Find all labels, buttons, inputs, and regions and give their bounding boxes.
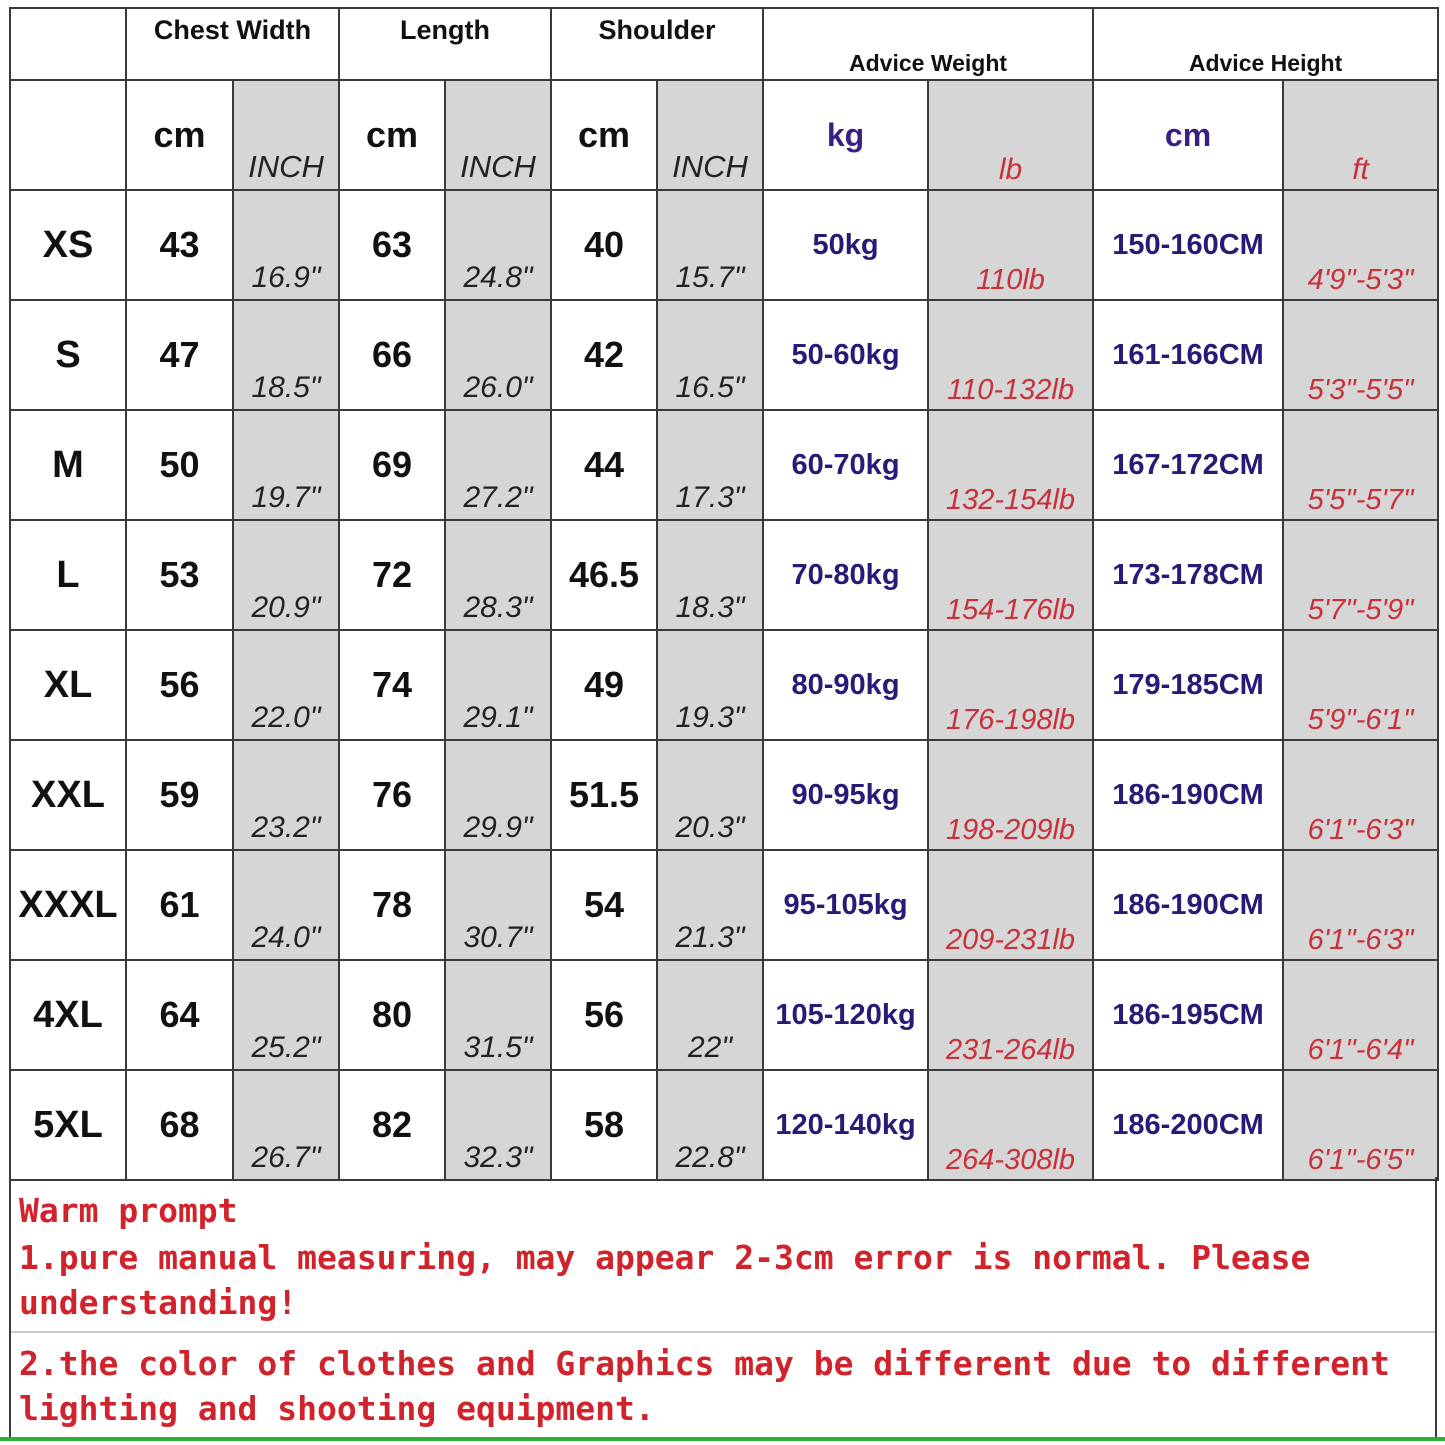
cell-chest-in: 24.0" (233, 850, 339, 960)
cell-weight-kg: 50kg (763, 190, 928, 300)
cell-length-in: 27.2" (445, 410, 551, 520)
cell-chest-cm: 59 (126, 740, 233, 850)
cell-height-ft: 6'1"-6'3" (1283, 740, 1438, 850)
unit-length-inch: INCH (445, 80, 551, 190)
cell-height-cm: 186-195CM (1093, 960, 1283, 1070)
cell-shoulder-in: 20.3" (657, 740, 763, 850)
cell-height-ft: 5'3"-5'5" (1283, 300, 1438, 410)
header-chest-width: Chest Width (126, 8, 339, 80)
cell-shoulder-cm: 42 (551, 300, 657, 410)
bottom-green-edge (0, 1437, 1445, 1441)
cell-shoulder-in: 22.8" (657, 1070, 763, 1180)
table-row (10, 740, 1438, 850)
cell-size: 5XL (10, 1070, 126, 1180)
cell-size: XS (10, 190, 126, 300)
cell-chest-in: 18.5" (233, 300, 339, 410)
cell-length-cm: 78 (339, 850, 445, 960)
cell-chest-cm: 68 (126, 1070, 233, 1180)
table-row (10, 410, 1438, 520)
table-row (10, 850, 1438, 960)
cell-length-in: 28.3" (445, 520, 551, 630)
cell-size: XL (10, 630, 126, 740)
cell-chest-cm: 47 (126, 300, 233, 410)
cell-chest-in: 19.7" (233, 410, 339, 520)
cell-chest-in: 22.0" (233, 630, 339, 740)
cell-length-cm: 63 (339, 190, 445, 300)
table-row (10, 630, 1438, 740)
cell-weight-lb: 176-198lb (928, 630, 1093, 740)
table-row (10, 190, 1438, 300)
cell-weight-lb: 209-231lb (928, 850, 1093, 960)
cell-weight-kg: 80-90kg (763, 630, 928, 740)
cell-weight-lb: 154-176lb (928, 520, 1093, 630)
cell-shoulder-cm: 58 (551, 1070, 657, 1180)
cell-shoulder-cm: 51.5 (551, 740, 657, 850)
cell-weight-kg: 90-95kg (763, 740, 928, 850)
cell-shoulder-in: 21.3" (657, 850, 763, 960)
table-row (10, 300, 1438, 410)
table-row (10, 1070, 1438, 1180)
cell-chest-cm: 64 (126, 960, 233, 1070)
cell-size: 4XL (10, 960, 126, 1070)
unit-header-row (10, 80, 1438, 190)
cell-shoulder-in: 18.3" (657, 520, 763, 630)
cell-weight-kg: 70-80kg (763, 520, 928, 630)
cell-weight-lb: 132-154lb (928, 410, 1093, 520)
cell-height-ft: 5'9"-6'1" (1283, 630, 1438, 740)
cell-shoulder-in: 19.3" (657, 630, 763, 740)
cell-chest-cm: 56 (126, 630, 233, 740)
table-row (10, 960, 1438, 1070)
cell-shoulder-cm: 40 (551, 190, 657, 300)
unit-height-ft: ft (1283, 80, 1438, 190)
cell-height-ft: 5'5"-5'7" (1283, 410, 1438, 520)
cell-chest-in: 26.7" (233, 1070, 339, 1180)
cell-height-cm: 161-166CM (1093, 300, 1283, 410)
cell-chest-in: 20.9" (233, 520, 339, 630)
cell-shoulder-in: 15.7" (657, 190, 763, 300)
table-row (10, 520, 1438, 630)
cell-size: S (10, 300, 126, 410)
cell-weight-kg: 95-105kg (763, 850, 928, 960)
cell-size: XXXL (10, 850, 126, 960)
cell-length-in: 29.1" (445, 630, 551, 740)
corner-cell (10, 80, 126, 190)
corner-cell (10, 8, 126, 80)
cell-chest-in: 25.2" (233, 960, 339, 1070)
cell-length-in: 26.0" (445, 300, 551, 410)
cell-length-cm: 72 (339, 520, 445, 630)
unit-chest-cm: cm (126, 80, 233, 190)
cell-height-ft: 6'1"-6'3" (1283, 850, 1438, 960)
cell-weight-kg: 120-140kg (763, 1070, 928, 1180)
cell-shoulder-in: 22" (657, 960, 763, 1070)
cell-size: M (10, 410, 126, 520)
cell-length-in: 24.8" (445, 190, 551, 300)
header-shoulder: Shoulder (551, 8, 763, 80)
cell-height-ft: 6'1"-6'4" (1283, 960, 1438, 1070)
cell-size: XXL (10, 740, 126, 850)
cell-weight-kg: 105-120kg (763, 960, 928, 1070)
cell-shoulder-in: 16.5" (657, 300, 763, 410)
cell-shoulder-cm: 49 (551, 630, 657, 740)
cell-shoulder-in: 17.3" (657, 410, 763, 520)
cell-length-in: 32.3" (445, 1070, 551, 1180)
unit-weight-lb: lb (928, 80, 1093, 190)
size-table (9, 7, 1439, 1181)
unit-shoulder-inch: INCH (657, 80, 763, 190)
cell-chest-in: 23.2" (233, 740, 339, 850)
cell-length-in: 29.9" (445, 740, 551, 850)
cell-length-in: 31.5" (445, 960, 551, 1070)
cell-length-in: 30.7" (445, 850, 551, 960)
cell-height-cm: 167-172CM (1093, 410, 1283, 520)
cell-length-cm: 69 (339, 410, 445, 520)
note-line-1: 1.pure manual measuring, may appear 2-3cm error is normal. Please understanding! (19, 1238, 1311, 1322)
cell-shoulder-cm: 56 (551, 960, 657, 1070)
cell-chest-cm: 43 (126, 190, 233, 300)
note-line-2: 2.the color of clothes and Graphics may be different due to different lighting and shooting equipment. (19, 1344, 1390, 1428)
cell-weight-lb: 198-209lb (928, 740, 1093, 850)
header-length: Length (339, 8, 551, 80)
cell-chest-in: 16.9" (233, 190, 339, 300)
cell-shoulder-cm: 54 (551, 850, 657, 960)
cell-height-ft: 6'1"-6'5" (1283, 1070, 1438, 1180)
unit-shoulder-cm: cm (551, 80, 657, 190)
cell-shoulder-cm: 46.5 (551, 520, 657, 630)
cell-height-cm: 179-185CM (1093, 630, 1283, 740)
cell-weight-lb: 110-132lb (928, 300, 1093, 410)
cell-chest-cm: 61 (126, 850, 233, 960)
header-advice-height: Advice Height (1093, 8, 1438, 80)
cell-height-ft: 4'9"-5'3" (1283, 190, 1438, 300)
cell-length-cm: 74 (339, 630, 445, 740)
cell-height-ft: 5'7"-5'9" (1283, 520, 1438, 630)
cell-height-cm: 173-178CM (1093, 520, 1283, 630)
cell-height-cm: 186-190CM (1093, 740, 1283, 850)
cell-weight-lb: 110lb (928, 190, 1093, 300)
cell-weight-kg: 50-60kg (763, 300, 928, 410)
warm-prompt-notes (9, 1177, 1437, 1439)
cell-weight-lb: 264-308lb (928, 1070, 1093, 1180)
cell-height-cm: 150-160CM (1093, 190, 1283, 300)
notes-divider (11, 1331, 1435, 1333)
cell-length-cm: 66 (339, 300, 445, 410)
cell-chest-cm: 50 (126, 410, 233, 520)
notes-title: Warm prompt (19, 1191, 238, 1230)
cell-shoulder-cm: 44 (551, 410, 657, 520)
cell-chest-cm: 53 (126, 520, 233, 630)
cell-length-cm: 80 (339, 960, 445, 1070)
cell-weight-lb: 231-264lb (928, 960, 1093, 1070)
unit-chest-inch: INCH (233, 80, 339, 190)
unit-height-cm: cm (1093, 80, 1283, 190)
unit-weight-kg: kg (763, 80, 928, 190)
header-advice-weight: Advice Weight (763, 8, 1093, 80)
unit-length-cm: cm (339, 80, 445, 190)
cell-height-cm: 186-200CM (1093, 1070, 1283, 1180)
cell-length-cm: 82 (339, 1070, 445, 1180)
cell-length-cm: 76 (339, 740, 445, 850)
cell-size: L (10, 520, 126, 630)
cell-weight-kg: 60-70kg (763, 410, 928, 520)
cell-height-cm: 186-190CM (1093, 850, 1283, 960)
group-header-row (10, 8, 1438, 80)
